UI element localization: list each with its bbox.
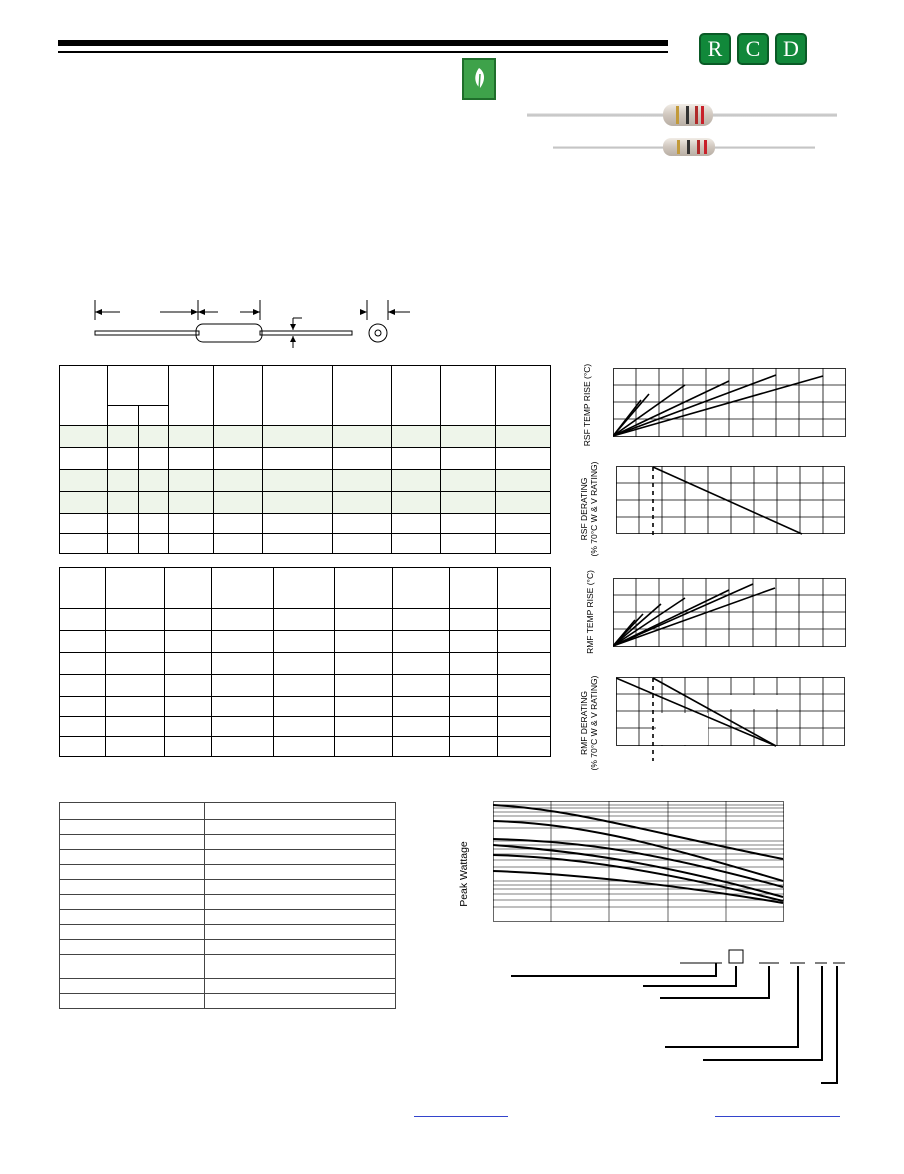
logo-letter-c: C bbox=[737, 33, 769, 65]
part-number-diagram bbox=[505, 946, 850, 1086]
peak-wattage-chart bbox=[493, 801, 785, 923]
peak-wattage-ylabel: Peak Wattage bbox=[458, 841, 470, 907]
leaf-icon bbox=[462, 58, 496, 100]
spec-table-1 bbox=[59, 365, 551, 554]
rsf-temp-rise-ylabel: RSF TEMP RISE (°C) bbox=[582, 363, 592, 447]
rmf-derating-ylabel: RMF DERATING (% 70°C W & V RATING) bbox=[579, 675, 599, 771]
logo-letter-r: R bbox=[699, 33, 731, 65]
rsf-derating-chart bbox=[616, 466, 846, 536]
header-rule-thick bbox=[58, 40, 668, 46]
spec-table-2 bbox=[59, 567, 551, 757]
rmf-temp-rise-ylabel: RMF TEMP RISE (°C) bbox=[585, 570, 595, 654]
footer-link-left[interactable] bbox=[414, 1116, 508, 1117]
rsf-temp-rise-chart bbox=[613, 368, 847, 438]
resistor-photo bbox=[525, 98, 845, 160]
rmf-temp-rise-chart bbox=[613, 578, 847, 648]
spec-list-table bbox=[59, 802, 396, 1009]
dimension-drawing bbox=[90, 296, 420, 352]
logo-letter-d: D bbox=[775, 33, 807, 65]
rmf-derating-chart bbox=[616, 677, 846, 769]
rsf-derating-ylabel: RSF DERATING (% 70°C W & V RATING) bbox=[579, 461, 599, 557]
footer-link-right[interactable] bbox=[715, 1116, 840, 1117]
rcd-logo bbox=[699, 33, 807, 65]
header-rule-thin bbox=[58, 51, 668, 53]
